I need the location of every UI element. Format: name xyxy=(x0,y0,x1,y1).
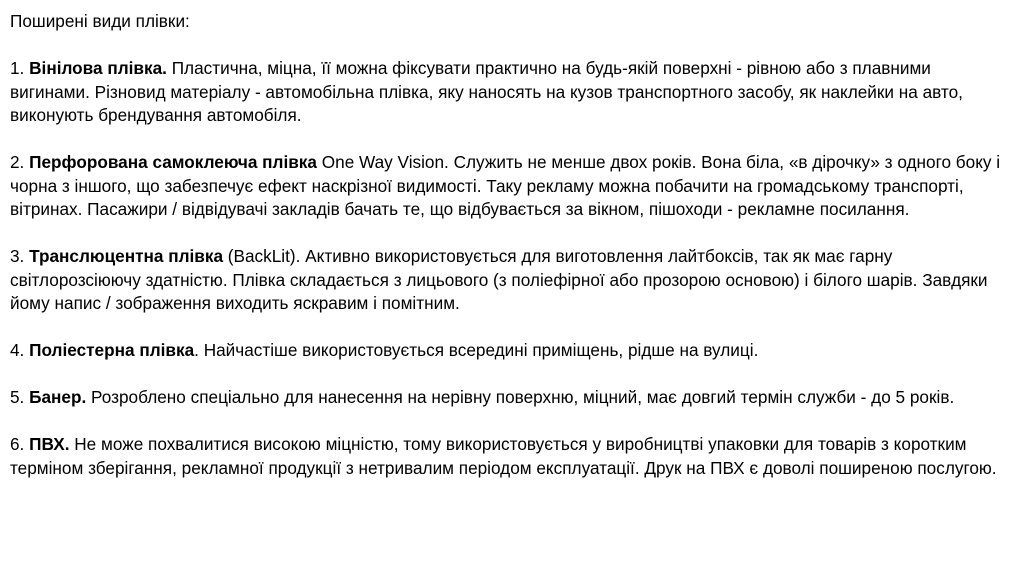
item-text: Розроблено спеціально для нанесення на нерівну поверхню, міцний, має довгий термін служби - до 5 років. xyxy=(91,387,955,407)
document-heading: Поширені види плівки: xyxy=(10,11,190,31)
item-number: 3. xyxy=(10,246,25,266)
item-text: Пластична, міцна, її можна фіксувати практично на будь-якій поверхні - рівною або з плавними вигинами. Різновид матеріалу - автомобільна плівка, яку наносять на кузов транспортного засобу, як наклейки на авто, виконують брендування автомобіля. xyxy=(10,58,963,125)
item-name: Вінілова плівка. xyxy=(29,58,167,78)
item-name: Транслюцентна плівка xyxy=(29,246,224,266)
item-number: 6. xyxy=(10,434,25,454)
item-number: 4. xyxy=(10,340,25,360)
list-item-polyester xyxy=(10,339,1014,363)
list-item-banner xyxy=(10,386,1014,410)
item-text: . Найчастіше використовується всередині приміщень, рідше на вулиці. xyxy=(194,340,759,360)
item-text: One Way Vision. Служить не менше двох років. Вона біла, «в дірочку» з одного боку і чорна з іншого, що забезпечує ефект наскрізної видимості. Таку рекламу можна побачити на громадському транспорті, вітринах. Пасажири / відвідувачі закладів бачать те, що відбувається за вікном, пішоходи - рекламне посилання. xyxy=(10,152,1001,219)
list-item-vinyl xyxy=(10,57,1014,128)
list-item-translucent xyxy=(10,245,1014,316)
list-item-pvc xyxy=(10,433,1014,480)
item-name: Поліестерна плівка xyxy=(29,340,195,360)
item-number: 5. xyxy=(10,387,25,407)
item-number: 2. xyxy=(10,152,25,172)
item-text: Не може похвалитися високою міцністю, тому використовується у виробництві упаковки для товарів з коротким терміном зберігання, рекламної продукції з нетривалим періодом експлуатації. Друк на ПВХ є доволі поширеною послугою. xyxy=(10,434,997,478)
document-body xyxy=(10,10,1014,480)
list-item-perforated xyxy=(10,151,1014,222)
item-name: Банер. xyxy=(29,387,87,407)
item-name: Перфорована самоклеюча плівка xyxy=(29,152,317,172)
item-name: ПВХ. xyxy=(29,434,70,454)
item-number: 1. xyxy=(10,58,25,78)
item-text: (BackLit). Активно використовується для виготовлення лайтбоксів, так як має гарну світлорозсіюючу здатністю. Плівка складається з лицьового (з поліефірної або прозорою основою) і білого шарів. Завдяки йому напис / зображення виходить яскравим і помітним. xyxy=(10,246,988,313)
